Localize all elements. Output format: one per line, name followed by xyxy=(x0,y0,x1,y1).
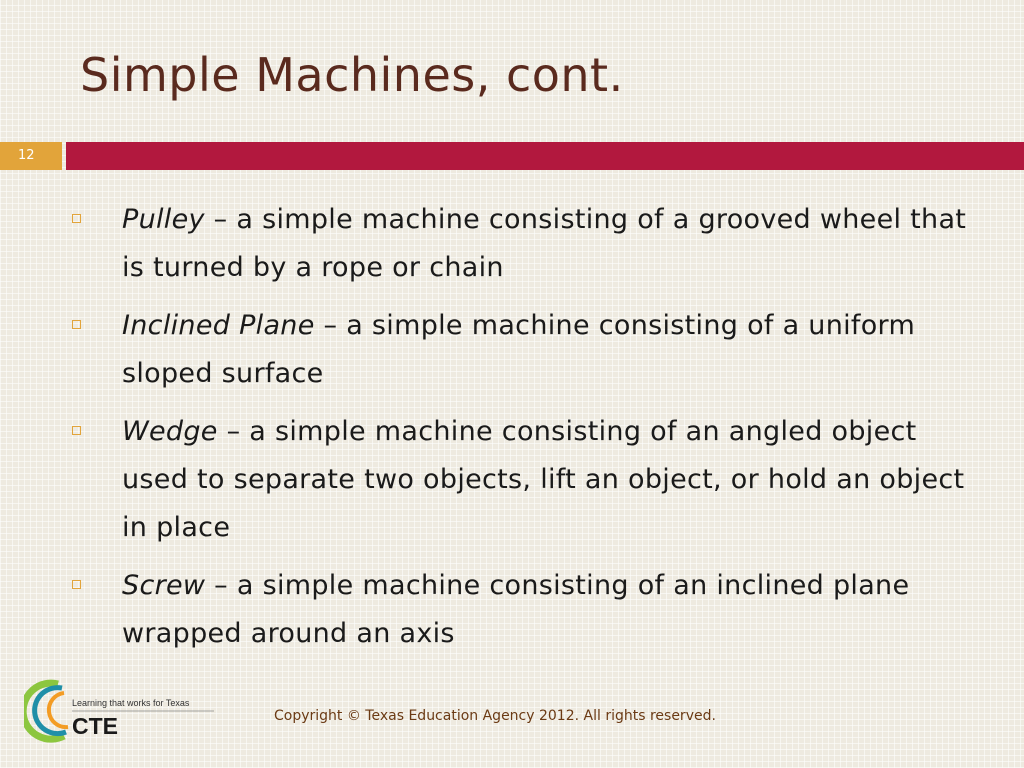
list-item xyxy=(72,196,972,292)
bullet-term: Inclined Plane xyxy=(122,310,315,341)
square-bullet-icon xyxy=(72,214,81,223)
square-bullet-icon xyxy=(72,580,81,589)
bullet-term: Screw xyxy=(122,570,206,601)
bullet-definition: – a simple machine consisting of a uniform sloped surface xyxy=(122,310,916,389)
cte-logo xyxy=(24,670,224,750)
bullet-definition: – a simple machine consisting of an angled object used to separate two objects, lift an object, or hold an object in place xyxy=(122,416,965,543)
bullet-definition: – a simple machine consisting of a grooved wheel that is turned by a rope or chain xyxy=(122,204,967,283)
slide-title: Simple Machines, cont. xyxy=(80,48,624,102)
logo-tagline: Learning that works for Texas xyxy=(72,698,190,708)
bullet-text xyxy=(122,302,972,398)
logo-text: CTE xyxy=(72,713,118,739)
bullet-term: Wedge xyxy=(122,416,218,447)
square-bullet-icon xyxy=(72,320,81,329)
logo-arc-orange xyxy=(49,693,68,727)
bullet-text xyxy=(122,408,972,552)
list-item xyxy=(72,408,972,552)
title-divider-bar xyxy=(66,142,1024,170)
bullet-list xyxy=(72,196,972,668)
bullet-text xyxy=(122,562,972,658)
list-item xyxy=(72,562,972,658)
slide-number: 12 xyxy=(0,142,62,170)
square-bullet-icon xyxy=(72,426,81,435)
bullet-definition: – a simple machine consisting of an inclined plane wrapped around an axis xyxy=(122,570,910,649)
bullet-text xyxy=(122,196,972,292)
list-item xyxy=(72,302,972,398)
copyright-text: Copyright © Texas Education Agency 2012. All rights reserved. xyxy=(274,708,716,724)
bullet-term: Pulley xyxy=(122,204,205,235)
